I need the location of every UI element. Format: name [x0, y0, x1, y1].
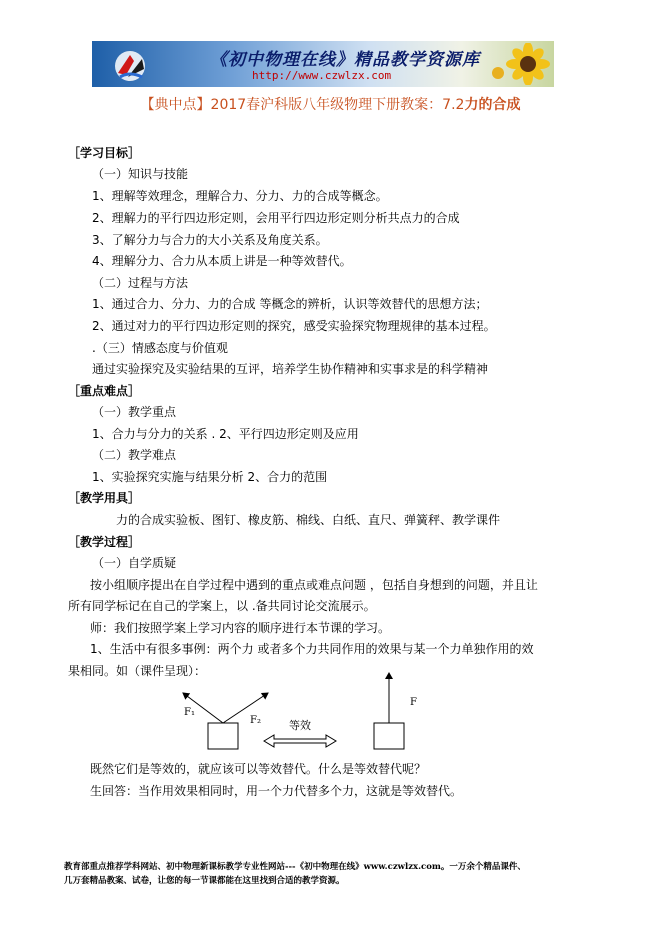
process-para1-line2: 所有同学标记在自己的学案上，以 .备共同讨论交流展示。: [68, 599, 376, 613]
process-para2: 师：我们按照学案上学习内容的顺序进行本节课的学习。: [90, 621, 391, 635]
goals-process-2: 2、通过对力的平行四边形定则的探究，感受实验探究物理规律的基本过程。: [92, 319, 496, 333]
page-footer: [64, 860, 526, 888]
key-points-difficulty-1: 1、实验探究实施与结果分析 2、合力的范围: [92, 470, 328, 484]
header-banner: [92, 41, 554, 87]
title-bold: 力的合成: [464, 97, 521, 113]
process-para1-line1: 按小组顺序提出在自学过程中遇到的重点或难点问题 ，包括自身想到的问题，并且让: [90, 578, 538, 592]
process-self-study: （一）自学质疑: [92, 556, 177, 570]
section-key-points: ［重点难点］: [68, 384, 141, 398]
force-equivalence-diagram: [178, 665, 438, 755]
key-points-focus: （一）教学重点: [92, 405, 177, 419]
title-prefix: 【典中点】2017春沪科版八年级物理下册教案：7.2: [140, 97, 465, 113]
double-arrow-icon: [264, 735, 336, 747]
document-title: [0, 94, 661, 114]
process-para3-line1: 1、生活中有很多事例：两个力 或者多个力共同作用的效果与某一个力单独作用的效: [90, 642, 534, 656]
section-learning-goals: ［学习目标］: [68, 146, 141, 160]
key-points-difficulty: （二）教学难点: [92, 448, 177, 462]
process-para3-line2: 果相同。如（课件呈现）：: [68, 664, 207, 678]
teaching-tools-list: 力的合成实验板、图钉、橡皮筋、棉线、白纸、直尺、弹簧秤、教学课件: [116, 513, 501, 527]
footer-line-1: 教育部重点推荐学科网站、初中物理新课标教学专业性网站---《初中物理在线》www.czwlzx.com。一万余个精品课件、: [64, 862, 526, 872]
site-logo-icon: [108, 49, 152, 83]
label-f: F: [410, 697, 417, 708]
label-f2: F₂: [250, 715, 261, 726]
goals-knowledge-3: 3、了解分力与合力的大小关系及角度关系。: [92, 233, 328, 247]
goals-attitude-1: 通过实验探究及实验结果的互评，培养学生协作精神和实事求是的科学精神: [92, 362, 489, 376]
banner-title: 《初中物理在线》精品教学资源库: [210, 50, 480, 70]
goals-process-1: 1、通过合力、分力、力的合成 等概念的辨析，认识等效替代的思想方法；: [92, 297, 488, 311]
process-para5: 生回答：当作用效果相同时，用一个力代替多个力，这就是等效替代。: [90, 784, 463, 798]
label-equivalent: 等效: [289, 719, 311, 732]
goals-knowledge-2: 2、理解力的平行四边形定则，会用平行四边形定则分析共点力的合成: [92, 211, 460, 225]
process-para4: 既然它们是等效的，就应该可以等效替代。什么是等效替代呢？: [90, 762, 427, 776]
goals-knowledge: （一）知识与技能: [92, 167, 189, 181]
section-teaching-tools: ［教学用具］: [68, 491, 141, 505]
goals-knowledge-4: 4、理解分力、合力从本质上讲是一种等效替代。: [92, 254, 352, 268]
section-teaching-process: ［教学过程］: [68, 535, 141, 549]
force-arrow-f2: [223, 693, 268, 723]
label-f1: F₁: [184, 707, 195, 718]
object-box-left: [208, 723, 238, 749]
goals-attitude: .（三）情感态度与价值观: [92, 341, 228, 355]
key-points-focus-1: 1、合力与分力的关系 . 2、平行四边形定则及应用: [92, 427, 359, 441]
banner-url: http://www.czwlzx.com: [252, 69, 392, 82]
footer-line-2: 几万套精品教案、试卷，让您的每一节课都能在这里找到合适的教学资源。: [64, 876, 345, 886]
sunflower-icon: [490, 43, 550, 85]
goals-knowledge-1: 1、理解等效理念，理解合力、分力、力的合成等概念。: [92, 189, 388, 203]
object-box-right: [374, 723, 404, 749]
goals-process: （二）过程与方法: [92, 276, 189, 290]
